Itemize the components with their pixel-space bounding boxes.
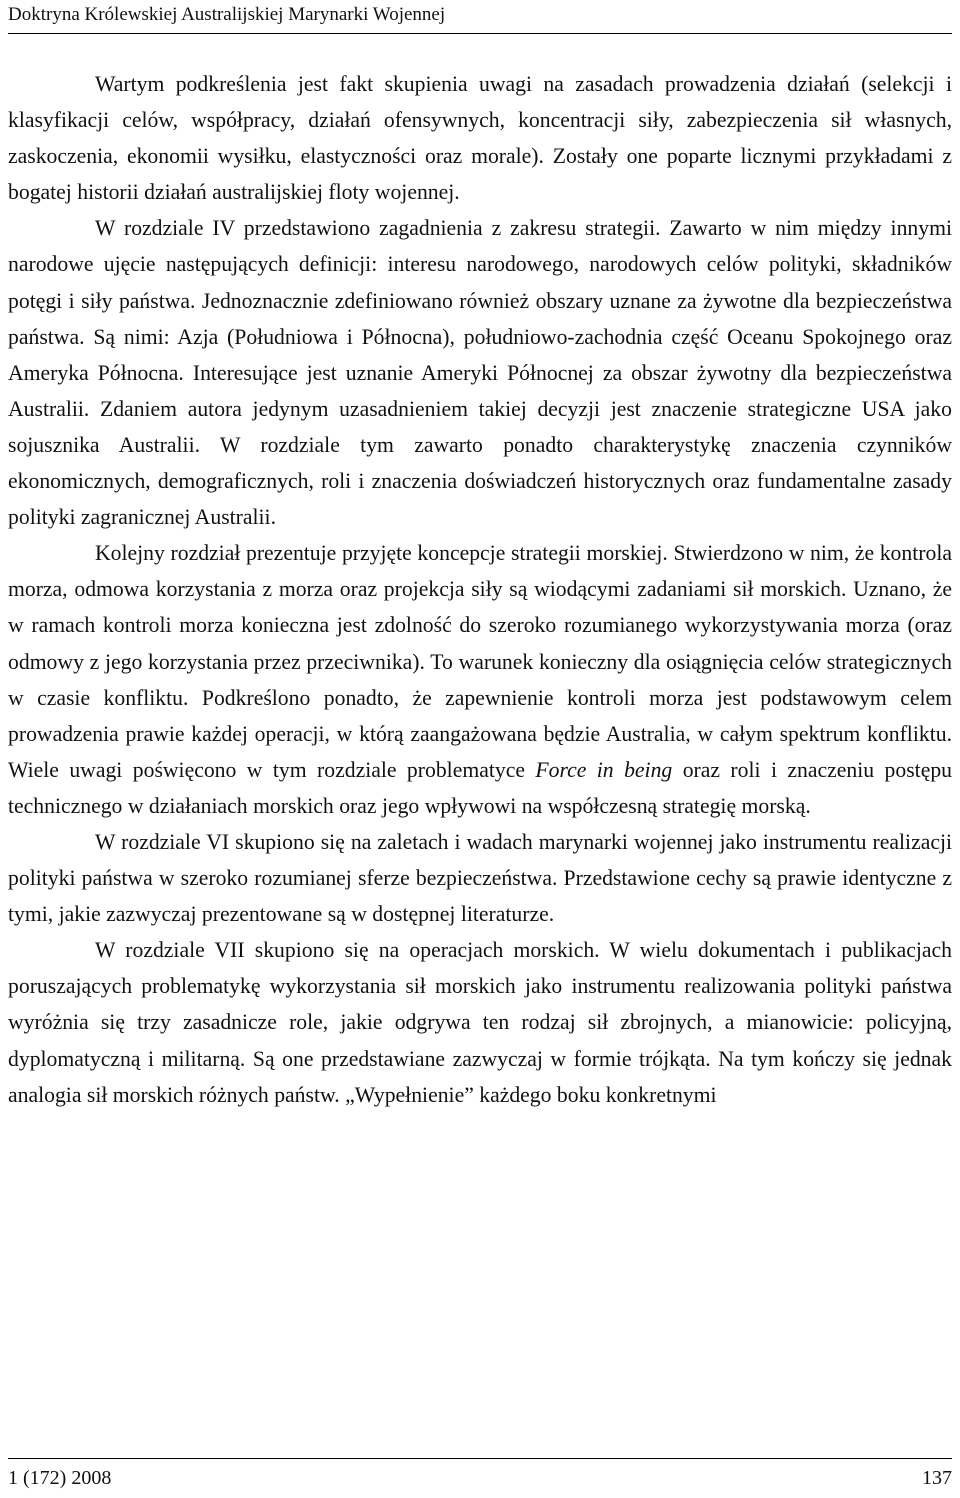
running-header: [8, 0, 952, 34]
paragraph-chapter-7: W rozdziale VII skupiono się na operacjach morskich. W wielu dokumentach i publikacjach poruszających problematykę wykorzystania sił morskich jako instrumentu realizowania polityki państwa wyróżnia się trzy zasadnicze role, jakie odgrywa ten rodzaj sił zbrojnych, a mianowicie: policyjną, dyplomatyczną i militarną. Są one przedstawiane zazwyczaj w formie trójkąta. Na tym kończy się jednak analogia sił morskich różnych państw. „Wypełnienie” każdego boku konkretnymi: [8, 938, 952, 1107]
paragraph-naval-strategy: [8, 535, 952, 824]
paragraph-chapter-4: W rozdziale IV przedstawiono zagadnienia z zakresu strategii. Zawarto w nim między innymi narodowe ujęcie następujących definicji: interesu narodowego, narodowych celów polityki, składników potęgi i siły państwa. Jednoznacznie zdefiniowano również obszary uznane za żywotne dla bezpieczeństwa państwa. Są nimi: Azja (Południowa i Północna), południowo-zachodnia część Oceanu Spokojnego oraz Ameryka Północna. Interesujące jest uznanie Ameryki Północnej za obszar żywotny dla bezpieczeństwa Australii. Zdaniem autora jedynym uzasadnieniem takiej decyzji jest znaczenie strategiczne USA jako sojusznika Australii. W rozdziale tym zawarto ponadto charakterystykę znaczenia czynników ekonomicznych, demograficznych, roli i znaczenia doświadczeń historycznych oraz fundamentalne zasady polityki zagranicznej Australii.: [8, 216, 952, 530]
paragraph-principles: Wartym podkreślenia jest fakt skupienia uwagi na zasadach prowadzenia działań (selekcji i klasyfikacji celów, współpracy, działań ofensywnych, koncentracji siły, zabezpieczenia sił własnych, zaskoczenia, ekonomii wysiłku, elastyczności oraz morale). Zostały one poparte licznymi przykładami z bogatej historii działań australijskiej floty wojennej.: [8, 72, 952, 205]
page-number: 137: [922, 1467, 952, 1489]
page-footer: [8, 1458, 952, 1498]
paragraph-chapter-6: W rozdziale VI skupiono się na zaletach i wadach marynarki wojennej jako instrumentu realizacji polityki państwa w szeroko rozumianej sferze bezpieczeństwa. Przedstawione cechy są prawie identyczne z tymi, jakie zazwyczaj prezentowane są w dostępnej literaturze.: [8, 829, 952, 927]
paragraph-naval-strategy-part-2: oraz roli i znaczeniu postępu technicznego w działaniach morskich oraz jego wpływowi na współczesną strategię morską.: [8, 757, 953, 818]
force-in-being-term: Force in being: [535, 757, 673, 782]
issue-number: 1 (172) 2008: [8, 1467, 112, 1489]
header-title: Doktryna Królewskiej Australijskiej Marynarki Wojennej: [8, 4, 446, 25]
body-text: [8, 66, 952, 1113]
paragraph-naval-strategy-part-1: Kolejny rozdział prezentuje przyjęte koncepcje strategii morskiej. Stwierdzono w nim, że kontrola morza, odmowa korzystania z morza oraz projekcja siły są wiodącymi zadaniami sił morskich. Uznano, że w ramach kontroli morza konieczna jest zdolność do szeroko rozumianego wykorzystywania morza (oraz odmowy z jego korzystania przez przeciwnika). To warunek konieczny dla osiągnięcia celów strategicznych w czasie konfliktu. Podkreślono ponadto, że zapewnienie kontroli morza jest podstawowym celem prowadzenia prawie każdej operacji, w którą zaangażowana będzie Australia, w całym spektrum konfliktu. Wiele uwagi poświęcono w tym rozdziale problematyce: [8, 541, 952, 782]
